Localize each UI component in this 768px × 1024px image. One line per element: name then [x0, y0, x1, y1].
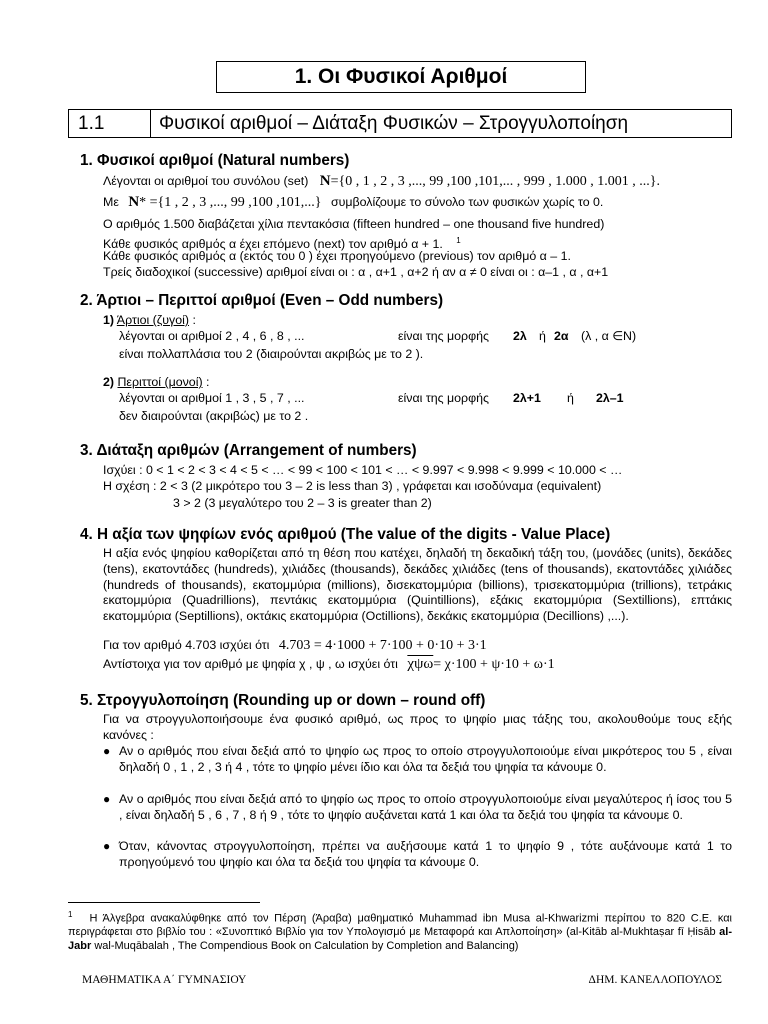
rounding-rule-nine: Όταν, κάνοντας στρογγυλοποίηση, πρέπει να αυξήσουμε κατά 1 το ψηφίο 9 , τότε αυξάνουμε κατά 1 το προηγούμενό του ψηφίο και όλα τα δεξιά του ψηφία τα κάνουμε 0.: [119, 839, 732, 869]
natural-star-prefix: Με: [103, 195, 119, 209]
natural-star-desc: συμβολίζουμε το σύνολο των φυσικών χωρίς το 0.: [330, 195, 604, 209]
even-title: Άρτιοι (ζυγοί): [116, 313, 190, 327]
bullet-dot: ●: [103, 839, 111, 853]
odd-label: 2): [103, 375, 115, 389]
even-form-or: ή: [539, 329, 546, 343]
footnote-ref: 1: [456, 236, 461, 245]
natural-set-elements: ={0 , 1 , 2 , 3 ,..., 99 ,100 ,101,... , 999 , 1.000 , 1.001 , ...}.: [330, 174, 660, 189]
footnote-text-a: Η Άλγεβρα ανακαλύφθηκε από τον Πέρση (Άραβα) μαθηματικό Muhammad ibn Musa al-Khwarizmi περίπου το 820 C.E. και περιγράφεται στο βιβλίο του : «Συνοπτικό Βιβλίο για τον Υπολογισμό με Μεταφορά και Απλοποίηση» (al-Kitāb al-Mukhtaṣar fī Ḥisāb: [68, 912, 733, 939]
even-numbers: λέγονται οι αριθμοί 2 , 4 , 6 , 8 , ...: [119, 329, 305, 343]
even-colon: :: [189, 313, 196, 327]
odd-not-divisible-line: δεν διαιρούνται (ακριβώς) με το 2 .: [119, 409, 309, 423]
even-multiples-line: είναι πολλαπλάσια του 2 (διαιρούνται ακριβώς με το 2 ).: [119, 347, 424, 361]
rounding-intro: Για να στρογγυλοποιήσουμε ένα φυσικό αριθμό, ως προς το ψηφίο μιας τάξης του, ακολουθούμε τους εξής κανόνες :: [103, 712, 732, 742]
example-xyw-formula: = χ·100 + ψ·10 + ω·1: [433, 657, 555, 672]
footnote-mark: 1: [68, 910, 73, 919]
bullet-dot: ●: [103, 744, 111, 758]
odd-form-2l-plus: 2λ+1: [513, 391, 541, 405]
previous-number-line: Κάθε φυσικός αριθμός α (εκτός του 0 ) έχει προηγούμενο (previous) τον αριθμό α – 1.: [103, 249, 571, 263]
odd-forms-line: [119, 391, 624, 406]
odd-form-or: ή: [567, 391, 574, 405]
even-form-2l: 2λ: [513, 329, 527, 343]
chapter-title: 1. Οι Φυσικοί Αριθμοί: [216, 61, 586, 93]
rounding-rule-down: Αν ο αριθμός που είναι δεξιά από το ψηφίο ως προς το οποίο στρογγυλοποιούμε είναι μικρότερος του 5 , είναι δηλαδή 0 , 1 , 2 , 3 ή 4 , τότε το ψηφίο μένει ίδιο και όλα τα δεξιά του ψηφία τα κάνουμε 0.: [119, 744, 732, 774]
natural-star-elements: * ={1 , 2 , 3 ,..., 99 ,100 ,101,...}: [139, 195, 322, 210]
digit-value-paragraph: Η αξία ενός ψηφίου καθορίζεται από τη θέση που κατέχει, δηλαδή τη δεκαδική τάξη του, (μονάδες (units), δεκάδες (tens), εκατοντάδες (hundreds), χιλιάδες (thousands), δεκάδες χιλιάδες (tens of thousands), εκατοντάδες χιλιάδες (hundreds of thousands), εκατομμύρια (millions), δισεκατομμύρια (billions), τρισεκατομμύρια (trillions), τετράκις εκατομμύρια (Quadrillions), πεντάκις εκατομμύρια (Quintillions), εξάκις εκατομμύρια (Sextillions), επτάκις εκατομμύρια (Septillions), οκτάκις εκατομμύρια (Octillions), δεκάκις εκατομμύρια (Decillions) ,...).: [103, 546, 732, 624]
greater-than-line: 3 > 2 (3 μεγαλύτερο του 2 – 3 is greater than 2): [173, 496, 432, 510]
reading-example: Ο αριθμός 1.500 διαβάζεται χίλια πεντακόσια (fifteen hundred – one thousand five hundred): [103, 217, 605, 231]
section-number: 1.1: [69, 110, 151, 137]
footnote-text-bold: al-Jabr: [68, 926, 732, 953]
odd-form-text: είναι της μορφής: [398, 391, 490, 405]
natural-set-text: Λέγονται οι αριθμοί του συνόλου (set): [103, 174, 309, 188]
ordering-line: Ισχύει : 0 < 1 < 2 < 3 < 4 < 5 < … < 99 < 100 < 101 < … < 9.997 < 9.998 < 9.999 < 10.000 < …: [103, 463, 623, 477]
natural-set-symbol: N: [319, 173, 331, 189]
odd-subheading: [103, 375, 209, 390]
footnote-separator: [68, 902, 260, 903]
next-number-text: Κάθε φυσικός αριθμός α έχει επόμενο (next) τον αριθμό α + 1.: [103, 237, 443, 252]
even-form-domain: (λ , α ∈N): [581, 329, 637, 343]
successive-numbers-line: Τρείς διαδοχικοί (successive) αριθμοί είναι οι : α , α+1 , α+2 ή αν α ≠ 0 είναι οι : α–1 , α , α+1: [103, 265, 609, 279]
footnote: [68, 908, 732, 954]
example-xyw-line: [103, 657, 555, 672]
heading-even-odd: 2. Άρτιοι – Περιττοί αριθμοί (Even – Odd numbers): [80, 292, 444, 309]
heading-arrangement: 3. Διάταξη αριθμών (Arrangement of numbers): [80, 442, 417, 459]
less-than-line: Η σχέση : 2 < 3 (2 μικρότερο του 3 – 2 is less than 3) , γράφεται και ισοδύναμα (equivalent): [103, 479, 602, 493]
natural-star-symbol: N: [128, 194, 140, 210]
footnote-text-c: wal-Muqābalah , The Compendious Book on Calculation by Completion and Balancing): [94, 940, 519, 953]
rounding-rule-up: Αν ο αριθμός που είναι δεξιά από το ψηφίο ως προς το οποίο στρογγυλοποιούμε είναι μεγαλύτερος ή ίσος του 5 , είναι δηλαδή 5 , 6 , 7 , 8 ή 9 , τότε το ψηφίο αυξάνεται κατά 1 και όλα τα δεξιά του ψηφία τα κάνουμε 0.: [119, 792, 732, 822]
odd-colon: :: [202, 375, 210, 389]
odd-form-2l-minus: 2λ–1: [596, 391, 624, 405]
heading-rounding: 5. Στρογγυλοποίηση (Rounding up or down – round off): [80, 692, 486, 709]
even-form-2a: 2α: [554, 329, 569, 343]
section-header: [68, 109, 732, 138]
section-title: Φυσικοί αριθμοί – Διάταξη Φυσικών – Στρογγυλοποίηση: [159, 112, 629, 134]
example-4703-text: Για τον αριθμό 4.703 ισχύει ότι: [103, 638, 270, 652]
odd-title: Περιττοί (μονοί): [117, 375, 203, 389]
heading-natural-numbers: 1. Φυσικοί αριθμοί (Natural numbers): [80, 152, 350, 169]
footer-left: ΜΑΘΗΜΑΤΙΚΑ Α΄ ΓΥΜΝΑΣΙΟΥ: [82, 974, 247, 986]
even-subheading: [103, 313, 196, 328]
example-xyw-text: Αντίστοιχα για τον αριθμό με ψηφία χ , ψ , ω ισχύει ότι: [103, 657, 398, 671]
odd-numbers: λέγονται οι αριθμοί 1 , 3 , 5 , 7 , ...: [119, 391, 305, 405]
example-xyw-number: $\overline{\chi\psi\omega}$: [407, 656, 434, 672]
example-4703-formula: 4.703 = 4·1000 + 7·100 + 0·10 + 3·1: [278, 638, 487, 653]
footer-right: ΔΗΜ. ΚΑΝΕΛΛΟΠΟΥΛΟΣ: [588, 974, 722, 986]
bullet-dot: ●: [103, 792, 111, 806]
even-form-text: είναι της μορφής: [398, 329, 490, 343]
natural-star-line: [103, 195, 603, 210]
natural-set-line: [103, 174, 660, 189]
heading-digit-value: 4. Η αξία των ψηφίων ενός αριθμού (The value of the digits - Value Place): [80, 526, 611, 543]
even-label: 1): [103, 313, 115, 327]
even-forms-line: [119, 329, 637, 344]
example-4703-line: [103, 638, 487, 653]
